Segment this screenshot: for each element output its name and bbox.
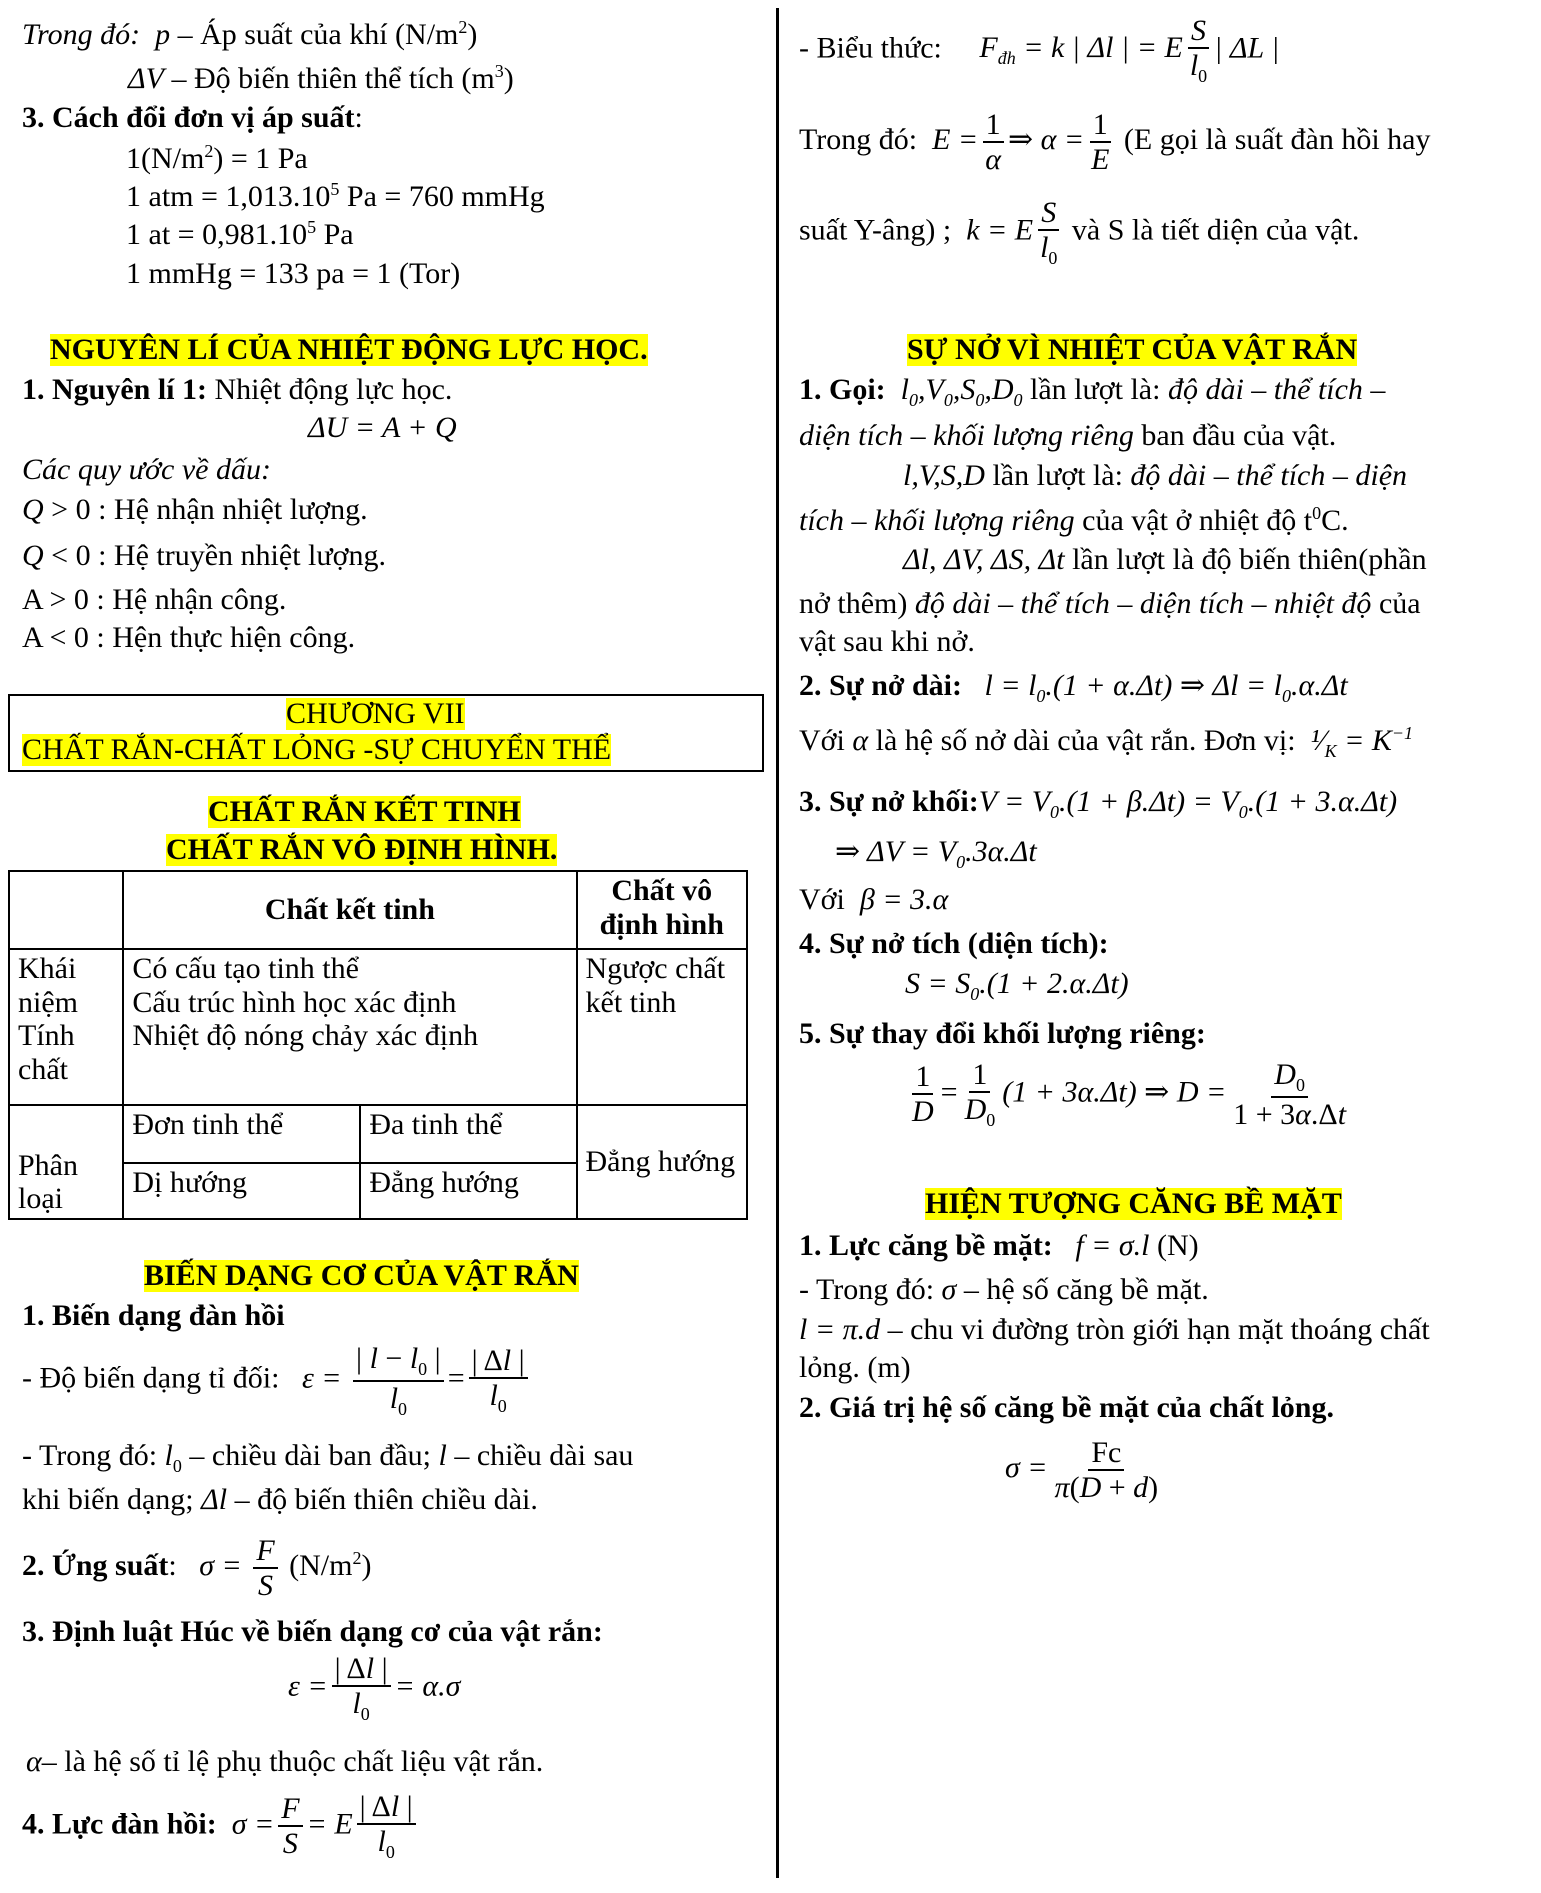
hooke-fraction: $\frac{| \Delta l |}{l_0}$ bbox=[332, 1652, 391, 1725]
young-line: Trong đó: E = $\frac{1}{\alpha}$ ⇒ α = $\frac{1}{E}$ (E gọi là suất đàn hồi hay bbox=[799, 108, 1431, 176]
perimeter-line-2: lỏng. (m) bbox=[799, 1351, 911, 1384]
elastic-force-heading: 4. Lực đàn hồi: bbox=[22, 1807, 217, 1841]
dv-description: – Độ biến thiên thể tích (m bbox=[171, 62, 495, 95]
amorphous-properties: Ngược chất kết tinh bbox=[577, 949, 748, 1105]
expansion-title: SỰ NỞ VÌ NHIỆT CỦA VẬT RẮN bbox=[907, 333, 1358, 366]
thermo-law-line bbox=[22, 374, 452, 406]
sign-rule-4: A < 0 : Hện thực hiện công. bbox=[22, 621, 356, 654]
exp: 2 bbox=[458, 17, 468, 37]
unit-conversion-4: 1 mmHg = 133 pa = 1 (Tor) bbox=[126, 257, 461, 290]
unit-conversion-1: $1(N/m^2) = 1$ Pa bbox=[126, 141, 308, 175]
solid-title-2: CHẤT RẮN VÔ ĐỊNH HÌNH. bbox=[166, 833, 558, 866]
coef-formula: σ = $\frac{Fc}{\pi(D + d)}$ bbox=[1005, 1436, 1165, 1504]
area-heading: 4. Sự nở tích (diện tích): bbox=[799, 927, 1109, 960]
call-line-7: vật sau khi nở. bbox=[799, 625, 975, 658]
thermo-formula: ΔU = A + Q bbox=[308, 411, 457, 444]
crystal-properties: Có cấu tạo tinh thể Cấu trúc hình học xác định Nhiệt độ nóng chảy xác định bbox=[123, 949, 576, 1105]
header-crystal: Chất kết tinh bbox=[123, 871, 576, 949]
header-amorphous: Chất vô định hình bbox=[577, 871, 748, 949]
call-line-4: tích – khối lượng riêng của vật ở nhiệt độ $t^0C$. bbox=[799, 503, 1349, 537]
rel-strain-label: - Độ biến dạng tỉ đối: bbox=[22, 1361, 280, 1395]
stress-fraction: $\frac{F}{S}$ bbox=[253, 1534, 277, 1602]
surface-force-line: 1. Lực căng bề mặt: f = σ.l (N) bbox=[799, 1229, 1199, 1262]
unit-conversion-2: 1 atm = $1,013.10^5$ Pa = 760 mmHg bbox=[126, 179, 545, 213]
stress-line: 2. Ứng suất: σ = $\frac{F}{S}$ $(N/m^2)$ bbox=[22, 1534, 372, 1602]
thermo-law-label: 1. Nguyên lí 1: bbox=[22, 373, 208, 406]
dv-line: ΔV – Độ biến thiên thể tích $(m^3)$ bbox=[128, 61, 514, 95]
force-fraction-2: $\frac{| \Delta l |}{l_0}$ bbox=[357, 1790, 416, 1863]
exp: 3 bbox=[494, 61, 504, 81]
expr-fraction: $\frac{S}{l_0}$ bbox=[1189, 14, 1208, 86]
p-symbol: p bbox=[155, 18, 171, 51]
coef-fraction: $\frac{Fc}{\pi(D + d)}$ bbox=[1054, 1436, 1159, 1504]
chapter-subtitle: CHẤT RẮN-CHẤT LỎNG -SỰ CHUYỂN THỂ bbox=[22, 733, 612, 766]
call-line-6: nở thêm) độ dài – thể tích – diện tích – nhiệt độ của bbox=[799, 587, 1421, 620]
surface-where-line: - Trong đó: σ – hệ số căng bề mặt. bbox=[799, 1273, 1209, 1306]
force-fraction: $\frac{F}{S}$ bbox=[278, 1792, 302, 1860]
area-formula: $S = S_0.(1 + 2.\alpha.\Delta t)$ bbox=[905, 967, 1129, 1004]
row-label-classification: Phân loại bbox=[9, 1105, 123, 1219]
call-line-3: l,V,S,D lần lượt là: độ dài – thể tích – diện bbox=[903, 459, 1408, 492]
dv-symbol: ΔV bbox=[128, 62, 164, 95]
deform-title: BIẾN DẠNG CƠ CỦA VẬT RẮN bbox=[144, 1259, 579, 1292]
p-description: – Áp suất của khí (N/m bbox=[177, 18, 459, 51]
call-line-5: Δl, ΔV, ΔS, Δt lần lượt là độ biến thiên(phần bbox=[903, 543, 1427, 576]
pressure-where-line bbox=[22, 18, 477, 51]
coef-heading: 2. Giá trị hệ số căng bề mặt của chất lỏng. bbox=[799, 1391, 1334, 1424]
elastic-heading: 1. Biến dạng đàn hồi bbox=[22, 1299, 285, 1332]
relative-strain-line: - Độ biến dạng tỉ đối: ε = $\frac{| l - l_0 |}{l_0}$ = $\frac{| \Delta l |}{l_0}$ bbox=[22, 1342, 532, 1420]
paren: ) bbox=[467, 18, 478, 51]
hooke-formula: ε = $\frac{| \Delta l |}{l_0}$ = α.σ bbox=[288, 1652, 461, 1724]
where-label: Trong đó: bbox=[22, 18, 141, 51]
density-formula: $\frac{1}{D}$ = $\frac{1}{D_0}$ (1 + 3α.Δt) ⇒ D = $\frac{D_0}{1 + 3\alpha.\Delta t}$ bbox=[912, 1058, 1347, 1131]
stress-heading: 2. Ứng suất bbox=[22, 1548, 169, 1582]
table-corner bbox=[9, 871, 123, 949]
sign-rule-3: A > 0 : Hệ nhận công. bbox=[22, 583, 287, 616]
cell-polycrystal: Đa tinh thể bbox=[360, 1105, 576, 1163]
call-line-1: 1. Gọi: $l_0,V_0,S_0,D_0$ lần lượt là: độ dài – thể tích – bbox=[799, 373, 1386, 410]
call-line-2: diện tích – khối lượng riêng ban đầu của vật. bbox=[799, 419, 1337, 452]
strain-where-line: - Trong đó: $l_0$ – chiều dài ban đầu; l – chiều dài sau bbox=[22, 1439, 634, 1476]
strain-where-line-2: khi biến dạng; Δl – độ biến thiên chiều dài. bbox=[22, 1483, 538, 1516]
row-label-concept: Khái niệm Tính chất bbox=[9, 949, 123, 1105]
young-line-2: suất Y-âng) ; k = E $\frac{S}{l_0}$ và S là tiết diện của vật. bbox=[799, 196, 1360, 268]
chapter-title: CHƯƠNG VII bbox=[286, 697, 465, 730]
cell-monocrystal: Đơn tinh thể bbox=[123, 1105, 360, 1163]
cell-amorphous-isotropic: Đẳng hướng bbox=[577, 1105, 748, 1219]
sign-rule-1: Q > 0 : Hệ nhận nhiệt lượng. bbox=[22, 493, 368, 526]
alpha-note: α– là hệ số tỉ lệ phụ thuộc chất liệu vật rắn. bbox=[26, 1745, 544, 1778]
expression-label: - Biểu thức: bbox=[799, 31, 942, 65]
sign-rule-2: Q < 0 : Hệ truyền nhiệt lượng. bbox=[22, 539, 386, 572]
elastic-force-line: 4. Lực đàn hồi: σ = $\frac{F}{S}$ = E $\frac{| \Delta l |}{l_0}$ bbox=[22, 1790, 420, 1863]
unit-heading-text: 3. Cách đổi đơn vị áp suất bbox=[22, 101, 355, 134]
linear-coef-line: Với α là hệ số nở dài của vật rắn. Đơn vị: $^1⁄_K = K^{-1}$ bbox=[799, 723, 1414, 761]
expression-line: - Biểu thức: $F_{đh} = k$ | Δl | = E $\frac{S}{l_0}$ | ΔL | bbox=[799, 14, 1280, 86]
solid-comparison-table bbox=[8, 870, 748, 1220]
colon: : bbox=[354, 101, 363, 134]
cell-anisotropic: Dị hướng bbox=[123, 1163, 360, 1219]
sign-title: Các quy ước về dấu: bbox=[22, 453, 271, 486]
surface-title: HIỆN TƯỢNG CĂNG BỀ MẶT bbox=[925, 1187, 1342, 1220]
beta-line: Với β = 3.α bbox=[799, 883, 949, 916]
column-divider bbox=[776, 8, 779, 1878]
thermo-law-text: Nhiệt động lực học. bbox=[207, 373, 453, 406]
linear-expansion-line: 2. Sự nở dài: $l = l_0.(1 + \alpha.\Delta t)$ ⇒ $\Delta l = l_0.\alpha.\Delta t$ bbox=[799, 669, 1348, 706]
density-heading: 5. Sự thay đổi khối lượng riêng: bbox=[799, 1017, 1206, 1050]
unit-heading bbox=[22, 102, 363, 134]
strain-fraction-1: $\frac{| l - l_0 |}{l_0}$ bbox=[353, 1342, 444, 1420]
hooke-heading: 3. Định luật Húc về biến dạng cơ của vật rắn: bbox=[22, 1615, 603, 1648]
cell-isotropic: Đẳng hướng bbox=[360, 1163, 576, 1219]
volume-expansion-line: 3. Sự nở khối:V = $V_0.(1 + \beta.\Delta t) = V_0.(1 + 3.\alpha.\Delta t)$ bbox=[799, 785, 1398, 822]
perimeter-line: l = π.d – chu vi đường tròn giới hạn mặt thoáng chất bbox=[799, 1313, 1430, 1346]
thermo-title: NGUYÊN LÍ CỦA NHIỆT ĐỘNG LỰC HỌC. bbox=[50, 333, 648, 366]
strain-fraction-2: $\frac{| \Delta l |}{l_0}$ bbox=[469, 1344, 528, 1417]
volume-expansion-2: ⇒ $\Delta V = V_0.3\alpha.\Delta t$ bbox=[835, 835, 1037, 872]
unit-conversion-3: 1 at = $0,981.10^5$ Pa bbox=[126, 217, 354, 251]
solid-title-1: CHẤT RẮN KẾT TINH bbox=[208, 795, 521, 828]
